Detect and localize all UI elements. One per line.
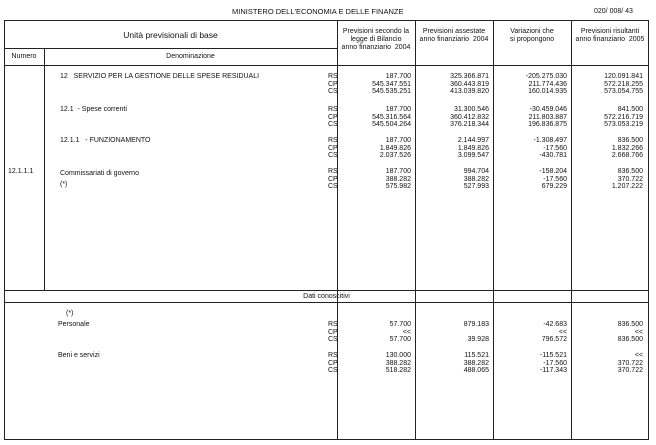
col3-values: -1.308.497 -17.560 -430.781 — [533, 137, 567, 160]
section-label: 12 SERVIZIO PER LA GESTIONE DELLE SPESE RESIDUALI — [60, 73, 260, 80]
dati-star: (*) — [66, 310, 74, 317]
col1-values: 57.700 << 57.700 — [389, 321, 411, 344]
unita-underline — [4, 48, 337, 49]
row-codes: RS CP CS — [328, 168, 338, 191]
col2-values: 31.300.546 360.412.832 376.218.344 — [450, 106, 489, 129]
col4-values: 836.500 1.832.266 2.668.766 — [611, 137, 643, 160]
col1-values: 130.000 388.282 518.282 — [385, 352, 411, 375]
row-codes: RS CP CS — [328, 352, 338, 375]
col1-values: 187.700 545.347.551 545.535.251 — [372, 73, 411, 96]
row-codes: RS CP CS — [328, 73, 338, 96]
dati-conoscitivi-title: Dati conoscitivi — [303, 293, 350, 300]
dati-label: Beni e servizi — [58, 352, 100, 359]
col4-header: Previsioni risultanti anno finanziario 2005 — [575, 28, 645, 43]
col3-values: -158.204 -17.560 679.229 — [539, 168, 567, 191]
col3-header: Variazioni che si propongono — [509, 28, 555, 43]
denominazione-header: Denominazione — [166, 53, 215, 60]
col2-values: 325.366.871 360.443.819 413.039.820 — [450, 73, 489, 96]
row-codes: RS CP CS — [328, 106, 338, 129]
col2-values: 2.144.997 1.849.826 3.099.547 — [457, 137, 489, 160]
numero-divider — [44, 48, 45, 290]
col1-values: 187.700 1.849.826 2.037.526 — [379, 137, 411, 160]
col2-values: 115.521 388.282 488.065 — [463, 352, 489, 375]
col3-values: -42.683 << 796.572 — [541, 321, 567, 344]
col4-values: 120.091.841 572.218.255 573.054.755 — [604, 73, 643, 96]
row-codes: RS CP CS — [328, 321, 338, 344]
col4-values: 836.500 370.722 1.207.222 — [611, 168, 643, 191]
page-code: 020/ 008/ 43 — [594, 8, 633, 15]
section-label: 12.1 - Spese correnti — [60, 106, 127, 113]
section-label: Commissariati di governo (*) — [60, 170, 139, 188]
row-numero: 12.1.1.1 — [8, 168, 34, 175]
col1-values: 187.700 545.316.564 545.504.264 — [372, 106, 411, 129]
row-codes: RS CP CS — [328, 137, 338, 160]
dati-top-rule — [4, 290, 649, 291]
col3-values: -30.459.046 211.803.887 196.836.875 — [528, 106, 567, 129]
col1-header: Previsioni secondo la legge di Bilancio anno finanziario 2004 — [341, 28, 411, 51]
col3-values: -205.275.030 211.774.436 160.014.935 — [525, 73, 567, 96]
col2-values: 879.183 39.928 — [463, 321, 489, 344]
section-label: 12.1.1 - FUNZIONAMENTO — [60, 137, 151, 144]
col4-values: 836.500 << 836.500 — [617, 321, 643, 344]
col2-header: Previsioni assestate anno finanziario 2004 — [419, 28, 489, 43]
col4-values: 841.500 572.216.719 573.053.219 — [604, 106, 643, 129]
col2-values: 994.704 388.282 527.993 — [463, 168, 489, 191]
ministry-title: MINISTERO DELL'ECONOMIA E DELLE FINANZE — [232, 7, 404, 16]
col1-values: 187.700 388.282 575.982 — [385, 168, 411, 191]
dati-bottom-rule — [4, 302, 649, 303]
unita-header: Unità previsionali di base — [123, 30, 218, 40]
col3-values: -115.521 -17.560 -117.343 — [539, 352, 567, 375]
header-bottom-rule — [4, 65, 649, 66]
numero-header: Numero — [11, 53, 37, 60]
col4-values: << 370.722 370.722 — [617, 352, 643, 375]
dati-label: Personale — [58, 321, 90, 328]
